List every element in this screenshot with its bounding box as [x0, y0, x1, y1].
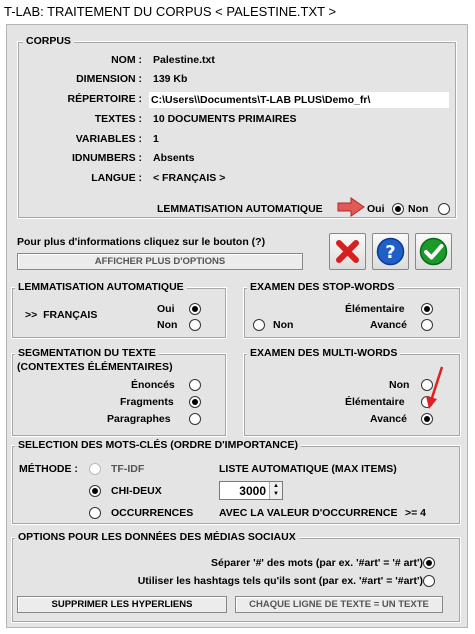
social-opt2-label: Utiliser les hashtags tels qu'ils sont (par ex. '#art' = '#art') — [137, 575, 423, 587]
segmentation-fragments-label: Fragments — [120, 396, 174, 408]
corpus-label-repertoire: RÉPERTOIRE : — [67, 93, 142, 105]
stopwords-avance-label: Avancé — [370, 319, 407, 331]
lemmatisation-oui-label: Oui — [367, 203, 385, 215]
spinner-up-button[interactable]: ▲ — [269, 482, 282, 490]
social-opt1-radio[interactable] — [423, 557, 435, 569]
lemmatisation-box-non-label: Non — [157, 319, 178, 331]
social-opt2-radio[interactable] — [423, 575, 435, 587]
corpus-path-field: C:\Users\\Documents\T-LAB PLUS\Demo_fr\ — [149, 92, 449, 108]
segmentation-group-subtitle: (CONTEXTES ÉLÉMENTAIRES) — [17, 361, 173, 373]
multiwords-avance-label: Avancé — [370, 413, 407, 425]
spinner-down-button[interactable]: ▼ — [269, 490, 282, 499]
supprimer-hyperliens-button[interactable]: SUPPRIMER LES HYPERLIENS — [17, 596, 227, 613]
multiwords-group-title: EXAMEN DES MULTI-WORDS — [247, 347, 400, 359]
corpus-label-dimension: DIMENSION : — [76, 73, 142, 85]
multiwords-avance-radio[interactable] — [421, 413, 433, 425]
avec-valeur-label: AVEC LA VALEUR D'OCCURRENCE — [219, 507, 398, 519]
corpus-label-idnumbers: IDNUMBERS : — [72, 152, 142, 164]
tfidf-radio[interactable] — [89, 463, 101, 475]
segmentation-fragments-radio[interactable] — [189, 396, 201, 408]
segmentation-enonces-radio[interactable] — [189, 379, 201, 391]
help-button[interactable] — [372, 233, 409, 270]
lemmatisation-non-label: Non — [408, 203, 429, 215]
window-title: T-LAB: TRAITEMENT DU CORPUS < PALESTINE.TXT > — [4, 4, 337, 19]
corpus-label-langue: LANGUE : — [91, 172, 142, 184]
segmentation-enonces-label: Énoncés — [131, 379, 175, 391]
corpus-label-variables: VARIABLES : — [75, 133, 142, 145]
info-text: Pour plus d'informations cliquez sur le bouton (?) — [17, 236, 266, 248]
chideux-radio[interactable] — [89, 485, 101, 497]
stopwords-group-title: EXAMEN DES STOP-WORDS — [247, 281, 398, 293]
stopwords-avance-radio[interactable] — [421, 319, 433, 331]
methode-label: MÉTHODE : — [19, 463, 78, 475]
red-arrow-icon — [337, 197, 365, 217]
seuil-value: >= 4 — [405, 507, 427, 519]
afficher-plus-options-button[interactable]: AFFICHER PLUS D'OPTIONS — [17, 253, 303, 270]
corpus-value-textes: 10 DOCUMENTS PRIMAIRES — [153, 113, 297, 125]
lemmatisation-language: >> FRANÇAIS — [25, 309, 98, 321]
main-panel — [6, 24, 468, 628]
stopwords-elementaire-radio[interactable] — [421, 303, 433, 315]
lemmatisation-box-non-radio[interactable] — [189, 319, 201, 331]
corpus-title: CORPUS — [23, 35, 74, 47]
social-group-title: OPTIONS POUR LES DONNÉES DES MÉDIAS SOCIAUX — [15, 531, 299, 543]
max-items-spinner[interactable] — [219, 481, 283, 500]
max-items-value: 3000 — [239, 484, 266, 498]
occurrences-label: OCCURRENCES — [111, 507, 194, 519]
svg-text:?: ? — [385, 242, 396, 263]
multiwords-elementaire-label: Élémentaire — [345, 396, 405, 408]
corpus-value-variables: 1 — [153, 133, 159, 145]
corpus-group — [17, 41, 457, 219]
chaque-ligne-button[interactable]: CHAQUE LIGNE DE TEXTE = UN TEXTE — [235, 596, 443, 613]
cancel-button[interactable] — [329, 233, 366, 270]
help-question-icon — [373, 234, 408, 269]
corpus-label-nom: NOM : — [111, 54, 142, 66]
corpus-value-dimension: 139 Kb — [153, 73, 188, 85]
red-arrow-icon — [423, 365, 445, 411]
lemmatisation-box-oui-label: Oui — [157, 303, 175, 315]
corpus-value-nom: Palestine.txt — [153, 54, 215, 66]
lemmatisation-oui-radio[interactable] — [392, 203, 404, 215]
stopwords-elementaire-label: Élémentaire — [345, 303, 405, 315]
social-opt1-label: Séparer '#' des mots (par ex. '#art' = '# art') — [211, 557, 423, 569]
stopwords-non-label: Non — [273, 319, 294, 331]
ok-button[interactable] — [415, 233, 452, 270]
ok-check-icon — [416, 234, 451, 269]
lemmatisation-box-oui-radio[interactable] — [189, 303, 201, 315]
stopwords-non-radio[interactable] — [253, 319, 265, 331]
lemmatisation-group-title: LEMMATISATION AUTOMATIQUE — [15, 281, 187, 293]
corpus-value-idnumbers: Absents — [153, 152, 195, 164]
segmentation-group-title: SEGMENTATION DU TEXTE — [15, 347, 159, 359]
corpus-value-langue: < FRANÇAIS > — [153, 172, 226, 184]
lemmatisation-label: LEMMATISATION AUTOMATIQUE — [157, 203, 323, 215]
cancel-x-icon — [330, 234, 365, 269]
chideux-label: CHI-DEUX — [111, 485, 162, 497]
tfidf-label: TF-IDF — [111, 463, 145, 475]
lemmatisation-non-radio[interactable] — [438, 203, 450, 215]
segmentation-paragraphes-radio[interactable] — [189, 413, 201, 425]
liste-automatique-label: LISTE AUTOMATIQUE (MAX ITEMS) — [219, 463, 397, 475]
selection-group-title: SELECTION DES MOTS-CLÉS (ORDRE D'IMPORTANCE) — [15, 439, 301, 451]
occurrences-radio[interactable] — [89, 507, 101, 519]
multiwords-non-label: Non — [389, 379, 410, 391]
corpus-label-textes: TEXTES : — [94, 113, 142, 125]
segmentation-paragraphes-label: Paragraphes — [107, 413, 171, 425]
